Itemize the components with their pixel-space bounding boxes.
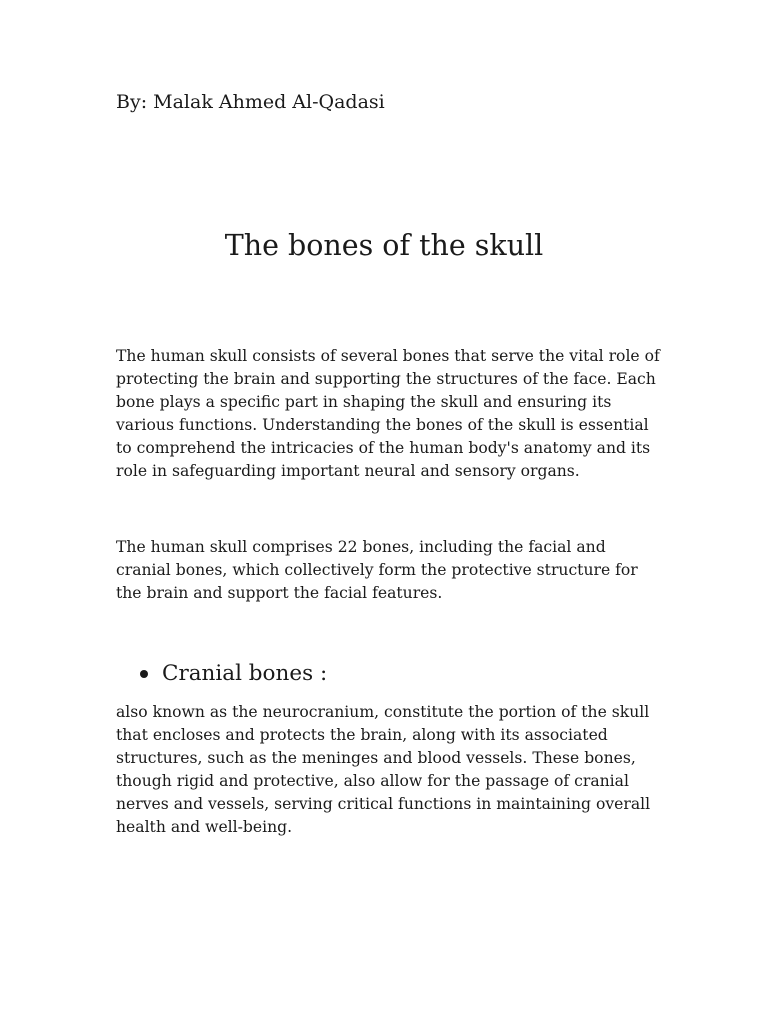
section-body: also known as the neurocranium, constitute the portion of the skull that encloses and protects the brain, along with its associated structures, such as the meninges and blood vessels. These bones, though rigid and protective, also allow for the passage of cranial nerves and vessels, serving critical functions in maintaining overall health and well-being.	[116, 703, 651, 836]
bone-count-paragraph: The human skull comprises 22 bones, including the facial and cranial bones, which collectively form the protective structure for the brain and support the facial features.	[116, 538, 638, 602]
list-item	[116, 659, 327, 689]
bullet-icon	[140, 670, 148, 678]
section-heading: Cranial bones :	[162, 661, 328, 686]
section-list	[116, 659, 327, 689]
author-line: By: Malak Ahmed Al-Qadasi	[116, 91, 385, 113]
intro-paragraph: The human skull consists of several bones that serve the vital role of protecting the brain and supporting the structures of the face. Each bone plays a specific part in shaping the skull and ensuring its various functions. Understanding the bones of the skull is essential to comprehend the intricacies of the human body's anatomy and its role in safeguarding important neural and sensory organs.	[116, 347, 660, 480]
document-title: The bones of the skull	[224, 229, 544, 262]
